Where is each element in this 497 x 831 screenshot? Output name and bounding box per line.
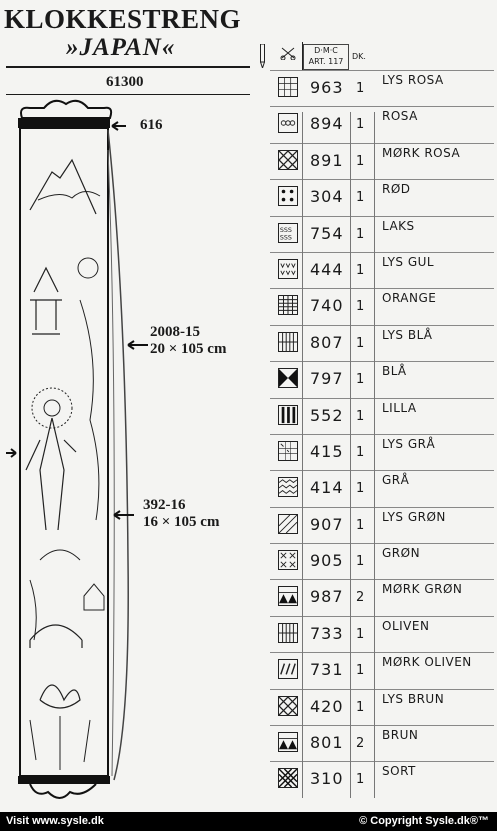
table-row <box>270 579 494 615</box>
table-row <box>270 252 494 288</box>
cross-hatch-icon <box>278 696 298 716</box>
color-name: SORT <box>382 764 416 779</box>
color-name: LILLA <box>382 400 417 415</box>
dots-icon <box>278 186 298 206</box>
dmc-code: 415 <box>310 441 344 461</box>
dmc-code: 304 <box>310 187 344 207</box>
strand-count: 1 <box>356 663 365 679</box>
color-name: LYS GRØN <box>382 509 446 524</box>
bell-pull-illustration <box>0 95 200 810</box>
color-name: ORANGE <box>382 291 437 306</box>
vertical-lines-icon <box>278 332 298 352</box>
color-name: OLIVEN <box>382 618 430 633</box>
color-name: GRÅ <box>382 473 410 488</box>
diagonal-icon <box>278 514 298 534</box>
table-row <box>270 70 494 106</box>
title-line1: KLOKKESTRENG <box>4 4 242 34</box>
strand-count: 1 <box>356 190 365 206</box>
dmc-code: 907 <box>310 514 344 534</box>
table-row <box>270 288 494 324</box>
color-name: MØRK ROSA <box>382 145 461 160</box>
v-pattern-icon <box>278 259 298 279</box>
circles-icon <box>278 113 298 133</box>
color-name: ROSA <box>382 109 418 124</box>
dmc-code: 894 <box>310 114 344 134</box>
color-name: LYS GRÅ <box>382 436 436 451</box>
column-divider <box>374 112 375 798</box>
footer <box>0 812 497 831</box>
dmc-code: 797 <box>310 369 344 389</box>
lining-size: 16 × 105 cm <box>143 514 220 530</box>
table-row <box>270 325 494 361</box>
dmc-code: 807 <box>310 332 344 352</box>
table-row <box>270 616 494 652</box>
x-pattern-icon <box>278 550 298 570</box>
dmc-code: 414 <box>310 478 344 498</box>
table-row <box>270 216 494 252</box>
table-row <box>270 725 494 761</box>
grid-icon <box>278 77 298 97</box>
color-name: GRØN <box>382 546 421 561</box>
color-name: BRUN <box>382 728 419 743</box>
strand-count: 1 <box>356 226 365 242</box>
dmc-code: 801 <box>310 733 344 753</box>
strand-count: 1 <box>356 262 365 278</box>
dmc-code: 420 <box>310 696 344 716</box>
dmc-code: 987 <box>310 587 344 607</box>
bars-icon <box>278 405 298 425</box>
pencil-icon <box>260 44 265 68</box>
vertical-lines-icon <box>278 623 298 643</box>
rod-callout: 616 <box>140 117 163 133</box>
dmc-code: 740 <box>310 296 344 316</box>
table-row <box>270 507 494 543</box>
table-row <box>270 179 494 215</box>
symbol-header <box>270 42 303 70</box>
dmc-code: 310 <box>310 769 344 789</box>
table-row <box>270 543 494 579</box>
table-row <box>270 470 494 506</box>
footer-copyright: © Copyright Sysle.dk®™ <box>359 815 489 827</box>
filled-triangles-icon <box>278 732 298 752</box>
column-divider <box>302 112 303 798</box>
dmc-code: 444 <box>310 259 344 279</box>
dmc-code: 754 <box>310 223 344 243</box>
filled-triangles-icon <box>278 586 298 606</box>
table-header <box>270 42 494 70</box>
table-rows <box>270 70 494 798</box>
fabric-size: 20 × 105 cm <box>150 341 227 357</box>
dmc-header <box>303 44 349 70</box>
svg-text:SSS: SSS <box>279 233 292 241</box>
dmc-header-line2: ART. 117 <box>308 57 344 66</box>
strand-count: 1 <box>356 481 365 497</box>
column-divider <box>350 112 351 798</box>
strand-count: 1 <box>356 372 365 388</box>
strand-count: 1 <box>356 554 365 570</box>
color-name: LAKS <box>382 218 415 233</box>
strand-count: 1 <box>356 117 365 133</box>
color-name: LYS BLÅ <box>382 327 433 342</box>
slash-icon <box>278 659 298 679</box>
small-grid-icon <box>278 441 298 461</box>
strand-count: 2 <box>356 590 365 606</box>
table-row <box>270 398 494 434</box>
dmc-code: 731 <box>310 660 344 680</box>
triangles-icon <box>278 368 298 388</box>
scissors-icon <box>280 46 296 60</box>
color-name: RØD <box>382 182 411 197</box>
strand-count: 1 <box>356 517 365 533</box>
color-name: MØRK GRØN <box>382 582 463 597</box>
strand-count: 1 <box>356 772 365 788</box>
strand-count: 1 <box>356 299 365 315</box>
color-name: LYS ROSA <box>382 73 444 87</box>
strand-count: 1 <box>356 444 365 460</box>
strand-count: 1 <box>356 699 365 715</box>
strand-count: 1 <box>356 408 365 424</box>
color-name: BLÅ <box>382 364 407 379</box>
strand-count: 2 <box>356 736 365 752</box>
color-name: LYS BRUN <box>382 691 445 706</box>
table-row <box>270 143 494 179</box>
strand-count: 1 <box>356 153 365 169</box>
dmc-code: 733 <box>310 623 344 643</box>
article-number: 61300 <box>106 74 144 90</box>
title-line2: »JAPAN« <box>66 34 176 61</box>
svg-text:SSS: SSS <box>279 226 292 234</box>
table-row <box>270 434 494 470</box>
dmc-code: 905 <box>310 551 344 571</box>
zigzag-icon <box>278 477 298 497</box>
dmc-code: 552 <box>310 405 344 425</box>
cross-hatch-icon <box>278 150 298 170</box>
color-name: MØRK OLIVEN <box>382 655 472 670</box>
strand-count: 1 <box>356 626 365 642</box>
footer-link[interactable]: Visit www.sysle.dk <box>6 815 104 827</box>
fabric-code: 2008-15 <box>150 324 200 340</box>
dmc-code: 891 <box>310 150 344 170</box>
strand-count: 1 <box>356 81 365 96</box>
color-name: LYS GUL <box>382 254 435 269</box>
table-row <box>270 106 494 142</box>
dk-header: DK. <box>352 52 366 61</box>
table-row <box>270 652 494 688</box>
strand-count: 1 <box>356 335 365 351</box>
dmc-header-line1: D·M·C <box>314 46 338 55</box>
thread-table <box>270 42 494 798</box>
table-row <box>270 689 494 725</box>
dense-cross-icon <box>278 768 298 788</box>
s-pattern-icon <box>278 223 298 243</box>
table-row <box>270 761 494 797</box>
title-rule <box>6 66 250 68</box>
dense-grid-icon <box>278 295 298 315</box>
dmc-code: 963 <box>310 78 344 97</box>
lining-code: 392-16 <box>143 497 186 513</box>
table-row <box>270 361 494 397</box>
